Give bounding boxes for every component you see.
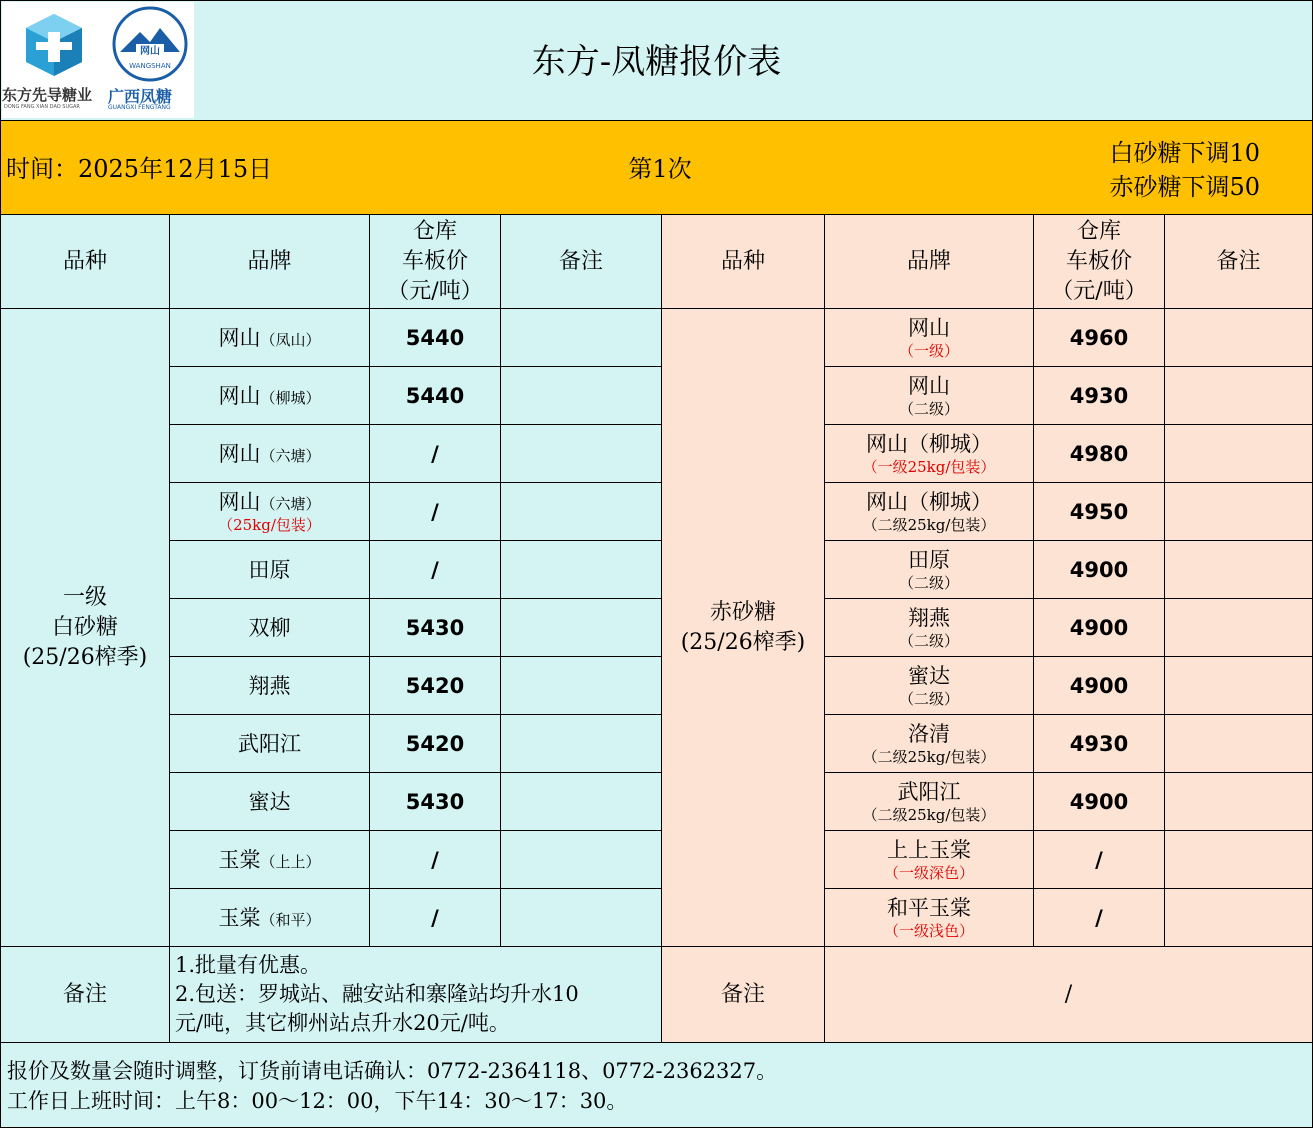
white-note-cell	[501, 831, 662, 889]
brand-name: 玉棠（上上）	[218, 847, 321, 872]
red-note-cell	[1165, 541, 1313, 599]
white-price-cell: 5420	[370, 657, 501, 715]
white-brand-cell	[170, 657, 370, 715]
dongfang-name-en: DONG FANG XIAN DAO SUGAR	[4, 104, 80, 110]
white-note-cell	[501, 773, 662, 831]
white-brand-cell	[170, 367, 370, 425]
red-note-cell	[1165, 889, 1313, 947]
white-brand-cell	[170, 483, 370, 541]
brand-name: 网山	[908, 373, 950, 398]
brand-name: 武阳江	[897, 779, 961, 804]
white-brand-cell	[170, 599, 370, 657]
white-brand-cell	[170, 309, 370, 367]
white-brand-cell	[170, 831, 370, 889]
white-note-label: 备注	[0, 947, 170, 1043]
brand-name: 武阳江	[238, 731, 301, 756]
brand-name: 双柳	[248, 615, 291, 640]
red-price-cell: 4930	[1034, 715, 1165, 773]
page-title: 东方-凤糖报价表	[531, 42, 782, 82]
brand-spec: （一级深色）	[883, 863, 974, 882]
red-brand-cell	[825, 773, 1034, 831]
red-note-cell	[1165, 599, 1313, 657]
brand-name: 蜜达	[908, 663, 950, 688]
red-note-cell	[1165, 309, 1313, 367]
brand-spec: （二级25kg/包装）	[862, 747, 996, 766]
white-note-cell	[501, 367, 662, 425]
white-price-cell: 5440	[370, 309, 501, 367]
dongfang-logo-icon	[2, 2, 106, 82]
brand-spec: （一级浅色）	[883, 921, 974, 940]
brand-spec: （二级25kg/包装）	[862, 515, 996, 534]
red-brand-cell	[825, 367, 1034, 425]
red-price-cell: /	[1034, 889, 1165, 947]
red-price-cell: 4960	[1034, 309, 1165, 367]
white-price-cell: 5440	[370, 367, 501, 425]
red-note-cell	[1165, 715, 1313, 773]
red-note-cell	[1165, 367, 1313, 425]
brand-name: 上上玉棠	[887, 837, 971, 862]
header-variety-red: 品种	[662, 215, 825, 309]
brand-spec: （二级）	[898, 573, 959, 592]
footer-hours: 工作日上班时间：上午8：00～12：00，下午14：30～17：30。	[7, 1089, 628, 1113]
white-note-cell	[501, 541, 662, 599]
note-line-1: 1.批量有优惠。	[175, 953, 322, 977]
brand-name: 网山（凤山）	[218, 325, 321, 350]
brand-name: 网山（柳城）	[218, 383, 321, 408]
red-brand-cell	[825, 483, 1034, 541]
white-note-cell	[501, 425, 662, 483]
header-price-white: 仓库 车板价 （元/吨）	[370, 215, 501, 309]
red-brand-cell	[825, 541, 1034, 599]
brand-name: 翔燕	[248, 673, 291, 698]
red-brand-cell	[825, 889, 1034, 947]
white-price-cell: /	[370, 831, 501, 889]
brand-spec: （一级25kg/包装）	[862, 457, 996, 476]
red-note-cell	[1165, 773, 1313, 831]
white-price-cell: /	[370, 483, 501, 541]
red-note-cell	[1165, 425, 1313, 483]
white-note-cell	[501, 599, 662, 657]
fengtang-name-en: GUANGXI FENGTANG	[108, 104, 171, 111]
brand-name: 网山（六塘）	[218, 489, 321, 514]
brand-spec: （二级）	[898, 631, 959, 650]
white-price-cell: /	[370, 541, 501, 599]
white-note-cell	[501, 715, 662, 773]
brand-name: 蜜达	[248, 789, 291, 814]
brand-spec: （25kg/包装）	[218, 515, 321, 534]
white-brand-cell	[170, 541, 370, 599]
red-price-cell: /	[1034, 831, 1165, 889]
white-brand-cell	[170, 889, 370, 947]
red-price-cell: 4900	[1034, 657, 1165, 715]
brand-name: 网山（柳城）	[866, 489, 992, 514]
red-price-cell: 4980	[1034, 425, 1165, 483]
brand-name: 网山（六塘）	[218, 441, 321, 466]
brand-name: 田原	[908, 547, 950, 572]
red-brand-cell	[825, 715, 1034, 773]
white-price-cell: /	[370, 889, 501, 947]
header-brand-white: 品牌	[170, 215, 370, 309]
white-brand-cell	[170, 773, 370, 831]
red-brand-cell	[825, 657, 1034, 715]
white-sugar-category: 一级 白砂糖 (25/26榨季)	[0, 309, 170, 947]
note-line-3: 元/吨，其它柳州站点升水20元/吨。	[175, 1011, 510, 1035]
logo-dongfang	[2, 2, 106, 118]
red-price-cell: 4900	[1034, 773, 1165, 831]
dongfang-name-cn: 东方先导糖业	[2, 86, 93, 104]
white-price-cell: /	[370, 425, 501, 483]
wangshan-badge-text: 网山	[140, 46, 160, 57]
white-note-cell	[501, 483, 662, 541]
red-brand-cell	[825, 309, 1034, 367]
red-sugar-category: 赤砂糖 (25/26榨季)	[662, 309, 825, 947]
fengtang-name-cn: 广西凤糖	[108, 87, 173, 106]
logo-fengtang	[106, 2, 194, 118]
white-price-cell: 5420	[370, 715, 501, 773]
footer-contact: 报价及数量会随时调整，订货前请电话确认：0772-2364118、0772-2362327。	[7, 1059, 778, 1083]
header-variety-white: 品种	[0, 215, 170, 309]
brand-name: 网山（柳城）	[866, 431, 992, 456]
white-note-cell	[501, 889, 662, 947]
brand-name: 和平玉棠	[887, 895, 971, 920]
red-note-cell	[1165, 831, 1313, 889]
quote-round: 第1次	[628, 155, 692, 183]
red-note-label: 备注	[662, 947, 825, 1043]
brand-name: 洛清	[908, 721, 950, 746]
white-note-cell	[501, 657, 662, 715]
brand-name: 网山	[908, 315, 950, 340]
brand-spec: （二级25kg/包装）	[862, 805, 996, 824]
header-note-white: 备注	[501, 215, 662, 309]
red-price-cell: 4930	[1034, 367, 1165, 425]
white-price-cell: 5430	[370, 599, 501, 657]
quote-date: 时间：2025年12月15日	[6, 155, 273, 183]
red-note-cell	[1165, 657, 1313, 715]
white-note-text	[170, 947, 662, 1043]
header-note-red: 备注	[1165, 215, 1313, 309]
brand-spec: （二级）	[898, 689, 959, 708]
brand-name: 玉棠（和平）	[218, 905, 321, 930]
brand-name: 翔燕	[908, 605, 950, 630]
red-price-cell: 4900	[1034, 599, 1165, 657]
note-line-2: 2.包送：罗城站、融安站和寨隆站均升水10	[175, 982, 579, 1006]
red-brand-cell	[825, 831, 1034, 889]
white-brand-cell	[170, 715, 370, 773]
footer	[0, 1043, 1313, 1128]
brand-spec: （一级）	[898, 341, 959, 360]
red-sugar-adjustment: 赤砂糖下调50	[1109, 173, 1260, 201]
header-price-red: 仓库 车板价 （元/吨）	[1034, 215, 1165, 309]
white-brand-cell	[170, 425, 370, 483]
brand-name: 田原	[248, 557, 291, 582]
white-sugar-adjustment: 白砂糖下调10	[1109, 139, 1260, 167]
header-brand-red: 品牌	[825, 215, 1034, 309]
white-note-cell	[501, 309, 662, 367]
red-note-value: /	[825, 947, 1313, 1043]
wangshan-ring-text: WANGSHAN	[129, 62, 171, 70]
red-price-cell: 4950	[1034, 483, 1165, 541]
brand-spec: （二级）	[898, 399, 959, 418]
white-price-cell: 5430	[370, 773, 501, 831]
red-brand-cell	[825, 599, 1034, 657]
red-price-cell: 4900	[1034, 541, 1165, 599]
red-brand-cell	[825, 425, 1034, 483]
red-note-cell	[1165, 483, 1313, 541]
